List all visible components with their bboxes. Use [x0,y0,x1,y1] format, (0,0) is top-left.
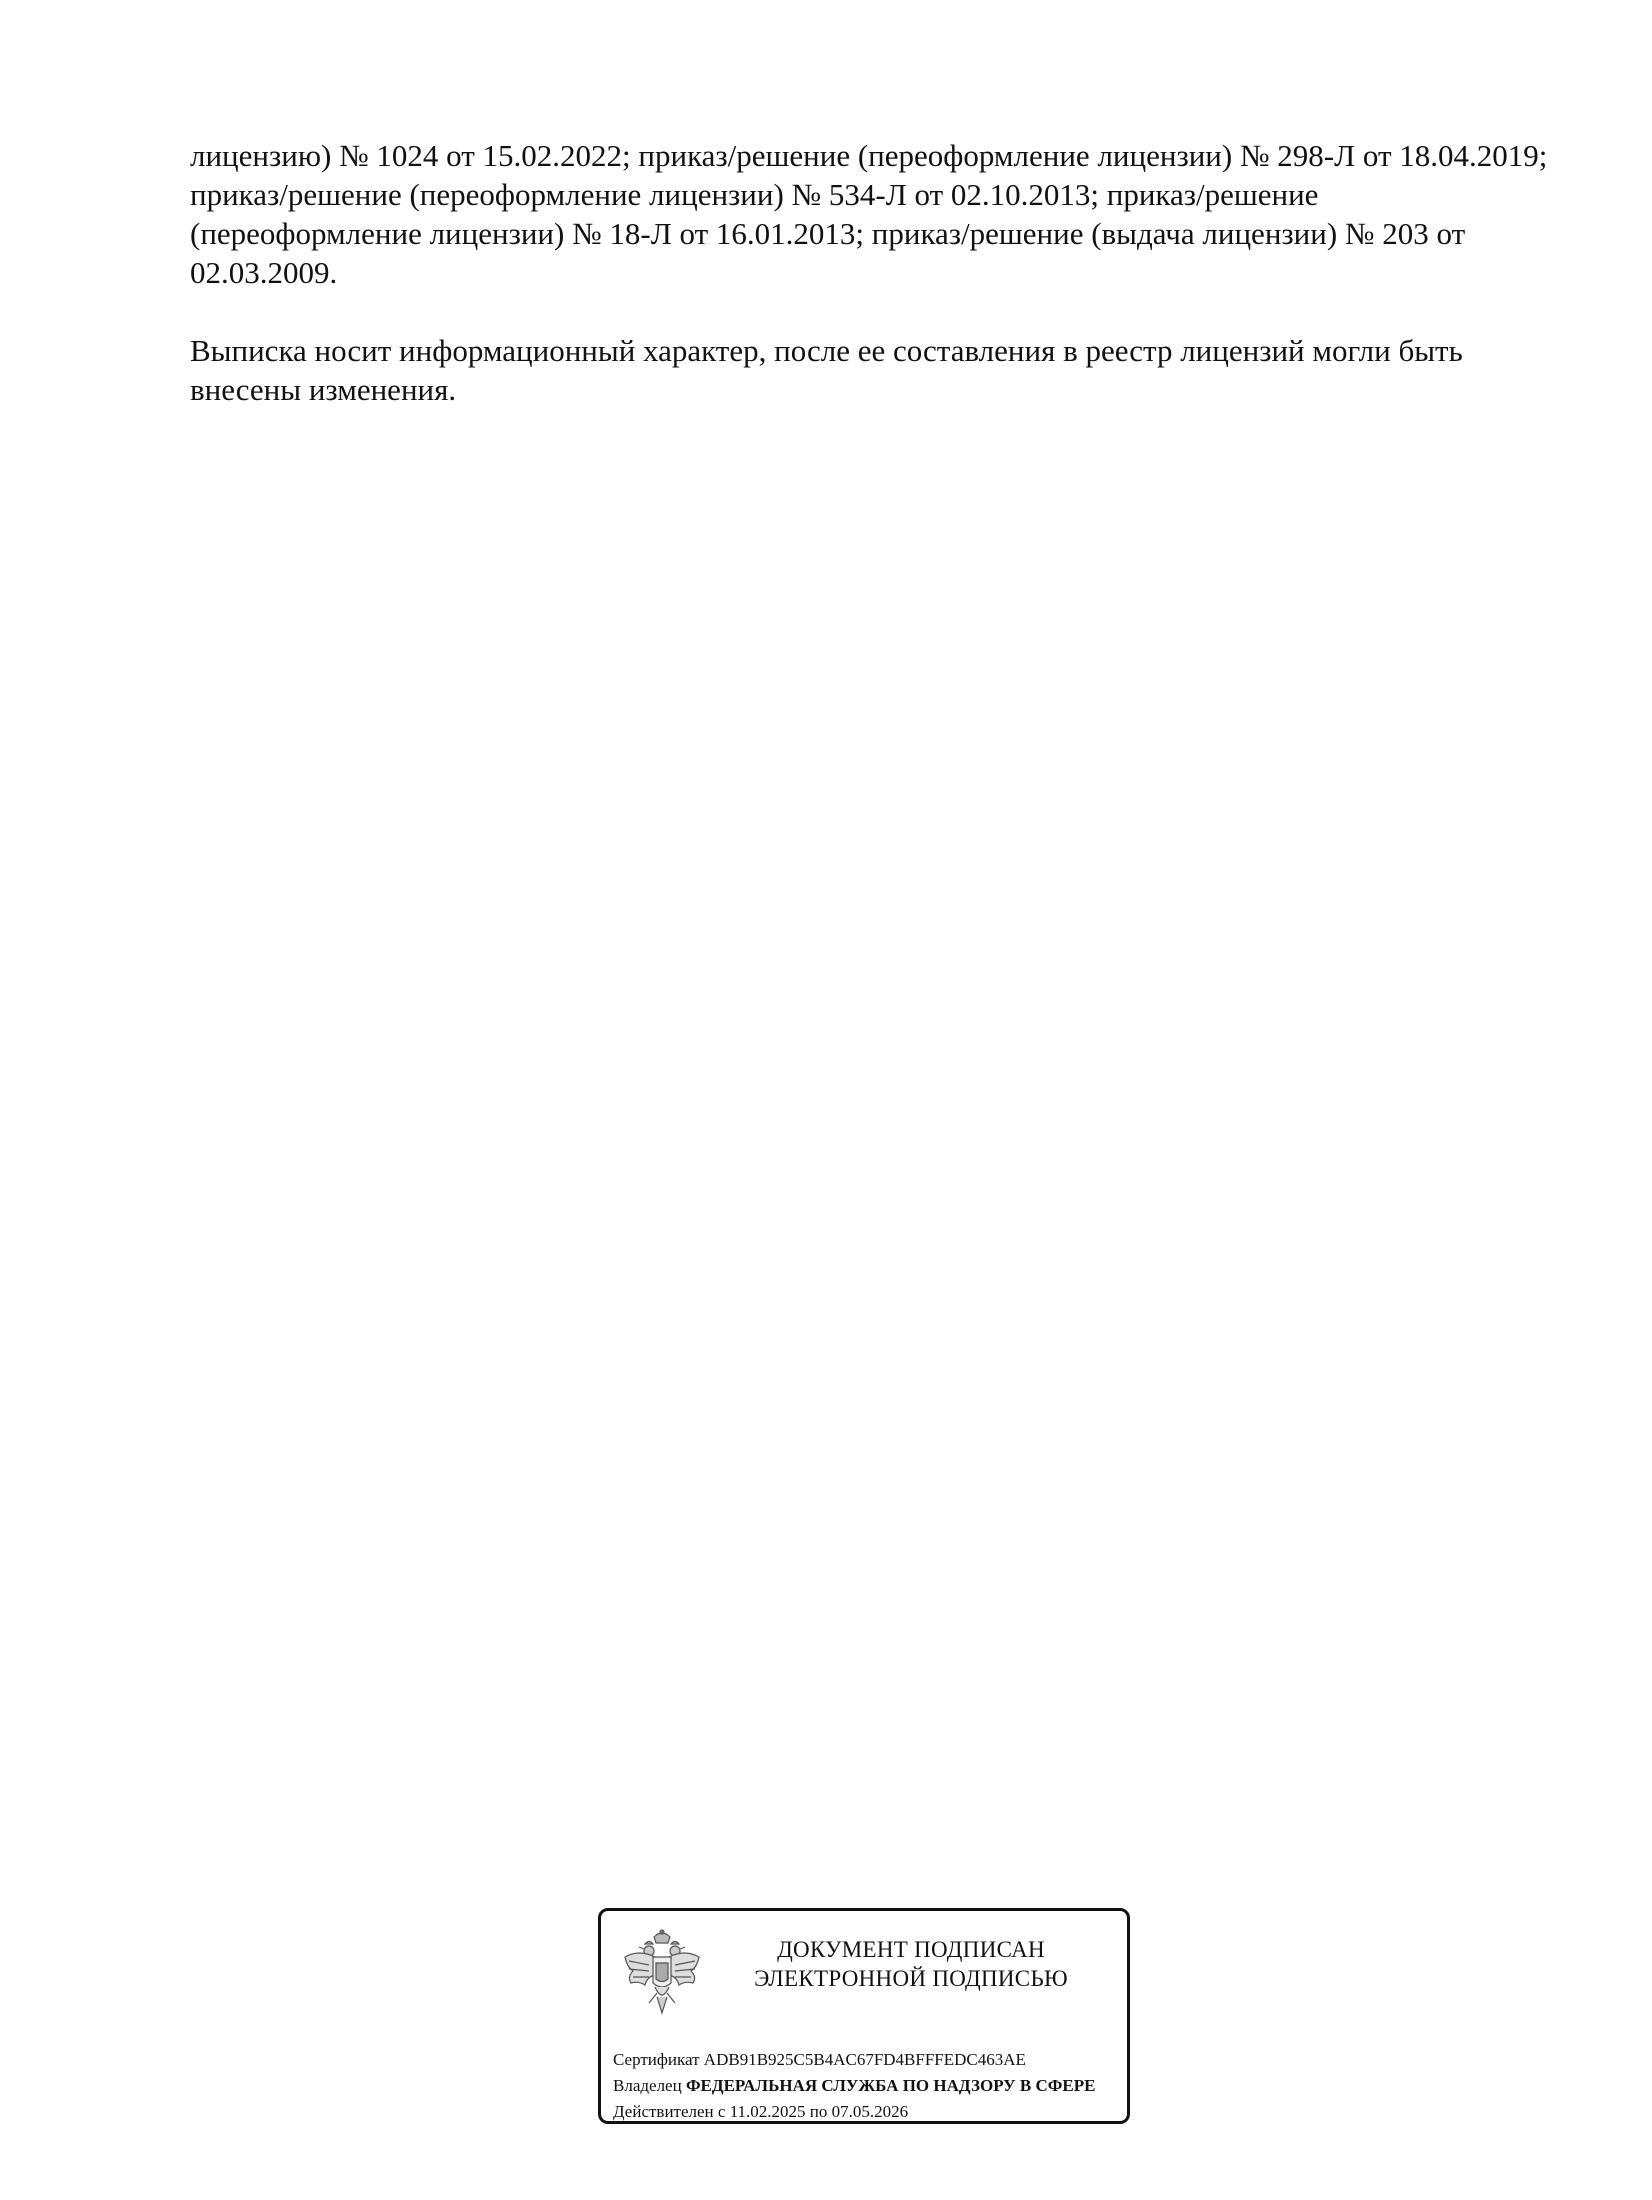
owner-value: ФЕДЕРАЛЬНАЯ СЛУЖБА ПО НАДЗОРУ В СФЕРЕ [685,2076,1096,2095]
certificate-line [613,2047,1130,2073]
owner-label: Владелец [613,2076,682,2095]
electronic-signature-stamp [598,1908,1130,2124]
certificate-label: Сертификат [613,2050,700,2069]
certificate-value: ADB91B925C5B4AC67FD4BFFFEDC463AE [703,2050,1026,2069]
paragraph-disclaimer: Выписка носит информационный характер, после ее составления в реестр лицензий могли быть внесены изменения. [190,333,1463,407]
document-body [190,136,1550,409]
russian-coat-of-arms-icon [619,1927,705,2023]
stamp-title [711,1935,1111,1993]
owner-line [613,2073,1130,2099]
stamp-title-line1: ДОКУМЕНТ ПОДПИСАН [777,1937,1045,1962]
stamp-title-line2: ЭЛЕКТРОННОЙ ПОДПИСЬЮ [754,1966,1068,1991]
paragraph-license-orders: лицензию) № 1024 от 15.02.2022; приказ/решение (переоформление лицензии) № 298-Л от 18.04.2019; приказ/решение (переоформление лицензии) № 534-Л от 02.10.2013; приказ/решение (переоформление лицензии) № 18-Л от 16.01.2013; приказ/решение (выдача лицензии) № 203 от 02.03.2009. [190,138,1548,290]
stamp-details [613,2047,1130,2124]
validity-line: Действителен с 11.02.2025 по 07.05.2026 [613,2102,909,2121]
